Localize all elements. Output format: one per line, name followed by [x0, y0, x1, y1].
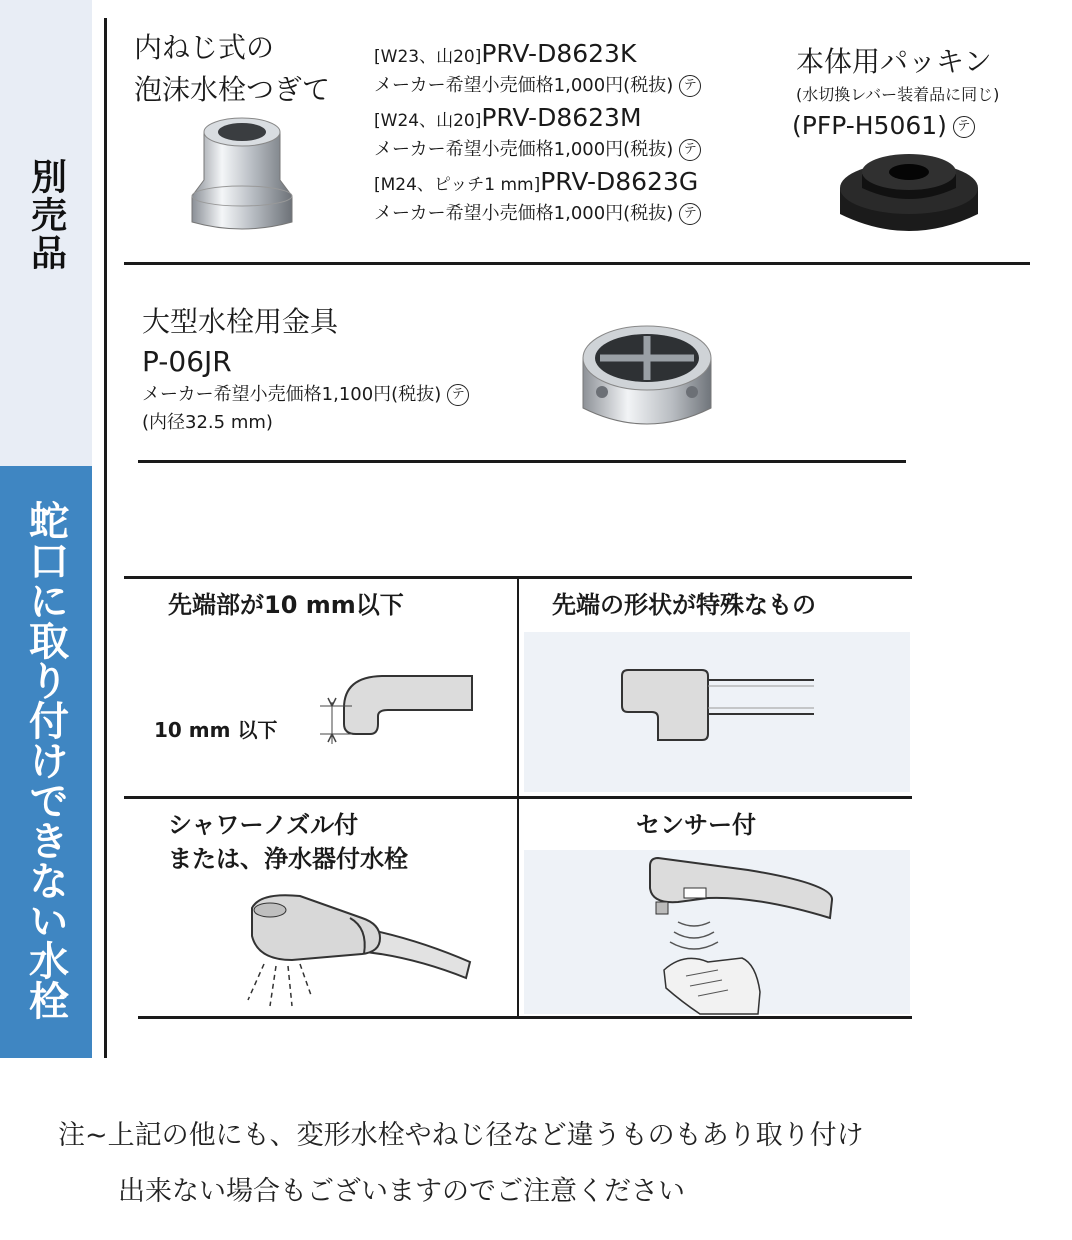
thin-tip-dimension-label: 10 mm 以下 [154, 718, 278, 742]
variant-price: メーカー希望小売価格1,000円(税抜) [374, 139, 674, 160]
sidebar-incompatible-label: 蛇口に取り付けできない水栓 [22, 500, 69, 1020]
adapter-variant-1 [374, 38, 701, 99]
adapter-name-line1: 内ねじ式の [134, 31, 275, 64]
cell-sensor-title: センサー付 [636, 811, 756, 839]
bracket-name: 大型水栓用金具 [142, 305, 339, 338]
bracket-image [580, 318, 714, 436]
bracket-code: P-06JR [142, 345, 232, 378]
section-divider-vertical [104, 18, 107, 1058]
packing-name: 本体用パッキン [796, 45, 992, 78]
footer-note-line2: 出来ない場合もございますのでご注意ください [118, 1176, 685, 1207]
packing-note: (水切換レバー装着品に同じ) [796, 85, 1000, 104]
sensor-faucet-icon [638, 852, 838, 1018]
variant-price: メーカー希望小売価格1,000円(税抜) [374, 203, 674, 224]
variant-code: PRV-D8623G [540, 167, 699, 196]
cell-thin-tip-title: 先端部が10 mm以下 [168, 591, 404, 619]
variant-spec: [M24、ピッチ1 mm] [374, 175, 541, 195]
grid-border-vertical [517, 578, 519, 1016]
shower-nozzle-faucet-icon [230, 888, 480, 1012]
adapter-name-line2: 泡沫水栓つぎて [134, 73, 331, 106]
adapter-variant-3 [374, 166, 701, 227]
te-mark-icon: テ [679, 75, 701, 97]
sidebar-accessories-label: 別売品 [25, 158, 67, 272]
variant-code: PRV-D8623K [481, 39, 637, 68]
adapter-fitting-image [186, 110, 298, 238]
footer-note-line1: 注~上記の他にも、変形水栓やねじ径など違うものもあり取り付け [58, 1120, 864, 1151]
te-mark-icon: テ [679, 203, 701, 225]
adapter-variant-2 [374, 102, 701, 163]
cell-shower-title-line1: シャワーノズル付 [168, 811, 359, 839]
section-divider [124, 262, 1030, 265]
thin-tip-faucet-icon [292, 662, 482, 752]
variant-spec: [W24、山20] [374, 111, 482, 131]
packing-code: (PFP-H5061) テ [792, 110, 975, 142]
bracket-inner-diameter: (内径32.5 mm) [142, 412, 273, 433]
te-mark-icon: テ [679, 139, 701, 161]
variant-code: PRV-D8623M [481, 103, 642, 132]
te-mark-icon: テ [447, 384, 469, 406]
special-tip-faucet-icon [618, 664, 818, 744]
packing-image [836, 144, 982, 248]
cell-shower-title-line2: または、浄水器付水栓 [168, 845, 408, 873]
bracket-price: メーカー希望小売価格1,100円(税抜) テ [142, 382, 469, 408]
te-mark-icon: テ [953, 116, 975, 138]
variant-price: メーカー希望小売価格1,000円(税抜) [374, 75, 674, 96]
variant-spec: [W23、山20] [374, 47, 482, 67]
section-divider [138, 460, 906, 463]
cell-special-tip-title: 先端の形状が特殊なもの [552, 591, 816, 619]
